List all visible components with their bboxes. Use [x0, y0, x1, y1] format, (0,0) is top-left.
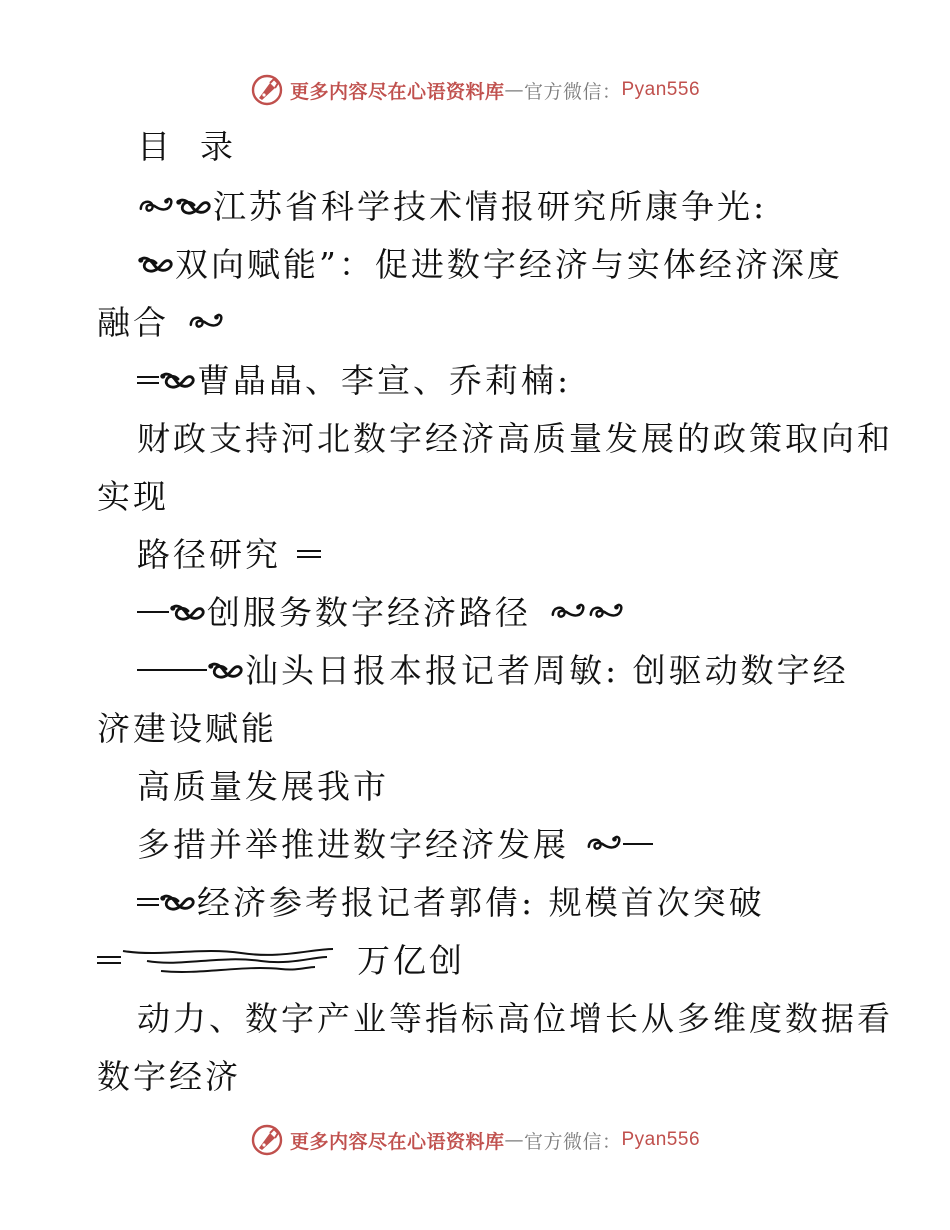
toc-title: 目 录: [137, 126, 236, 166]
toc-line-11-text: 高质量发展我市: [137, 766, 389, 806]
knot-ornament-icon: [137, 251, 175, 277]
toc-line-2: [137, 239, 843, 289]
pen-nib-circle-icon: [250, 1123, 284, 1157]
dash-mark: [137, 669, 207, 671]
pen-nib-circle-icon: [250, 73, 284, 107]
toc-line-4-text: 曹晶晶、李宣、乔莉楠:: [197, 360, 572, 400]
toc-line-4: [137, 355, 571, 405]
knot-ornament-icon: [159, 367, 197, 393]
double-dash-mark: [97, 956, 121, 964]
toc-line-16-text: 数字经济: [97, 1056, 241, 1096]
header-watermark: [0, 70, 950, 110]
knot-ornament-icon: [175, 193, 213, 219]
footer-wechat-label: 官方微信：: [523, 1130, 622, 1153]
dash-mark: [137, 611, 169, 613]
curl-ornament-icon: [137, 193, 175, 219]
double-dash-mark: [137, 898, 159, 906]
toc-line-8-text: 创服务数字经济路径: [207, 592, 531, 632]
curl-ornament-icon: [549, 599, 587, 625]
toc-line-7: [137, 529, 321, 579]
toc-line-7-text: 路径研究: [137, 534, 281, 574]
header-wechat-label: 官方微信：: [523, 80, 622, 103]
curl-ornament-icon: [585, 831, 623, 857]
dash-mark: [623, 843, 653, 845]
curl-ornament-icon: [187, 309, 225, 335]
double-dash-mark: [297, 550, 321, 558]
toc-line-10: [97, 703, 277, 753]
toc-line-5: [137, 413, 893, 463]
toc-line-3: [97, 297, 225, 347]
toc-line-8: [137, 587, 625, 637]
toc-line-9-text: 汕头日报本报记者周敏: 创驱动数字经: [245, 650, 849, 690]
footer-dash: —: [504, 1129, 524, 1151]
toc-line-12-text: 多措并举推进数字经济发展: [137, 824, 569, 864]
knot-ornament-icon: [169, 599, 207, 625]
toc-line-13-text: 经济参考报记者郭倩: 规模首次突破: [197, 882, 765, 922]
toc-line-1: [137, 181, 767, 231]
toc-line-14: [97, 935, 465, 985]
toc-line-5-text: 财政支持河北数字经济高质量发展的政策取向和: [137, 418, 893, 458]
toc-line-6: [97, 471, 169, 521]
toc-line-11: [137, 761, 389, 811]
toc-line-12: [137, 819, 653, 869]
curl-ornament-icon: [587, 599, 625, 625]
toc-line-1-text: 江苏省科学技术情报研究所康争光:: [213, 186, 768, 226]
footer-wechat-id: Pyan556: [621, 1129, 701, 1150]
toc-line-10-text: 济建设赋能: [97, 708, 277, 748]
toc-line-15-text: 动力、数字产业等指标高位增长从多维度数据看: [137, 998, 893, 1038]
knot-ornament-icon: [159, 889, 197, 915]
toc-line-14-text: 万亿创: [357, 940, 465, 980]
header-wechat-id: Pyan556: [621, 79, 701, 100]
toc-line-13: [137, 877, 765, 927]
toc-line-16: [97, 1051, 241, 1101]
header-dash: —: [504, 79, 524, 101]
toc-line-3-text: 融合: [97, 302, 169, 342]
toc-line-6-text: 实现: [97, 476, 169, 516]
footer-brand-text: 更多内容尽在心语资料库: [289, 1130, 505, 1153]
double-dash-mark: [137, 376, 159, 384]
toc-line-15: [137, 993, 893, 1043]
wave-flourish-icon: [121, 943, 335, 977]
header-brand-text: 更多内容尽在心语资料库: [289, 80, 505, 103]
footer-watermark: [0, 1120, 950, 1160]
toc-line-9: [137, 645, 849, 695]
toc-line-2-text: 双向赋能”：促进数字经济与实体经济深度: [175, 244, 843, 284]
knot-ornament-icon: [207, 657, 245, 683]
